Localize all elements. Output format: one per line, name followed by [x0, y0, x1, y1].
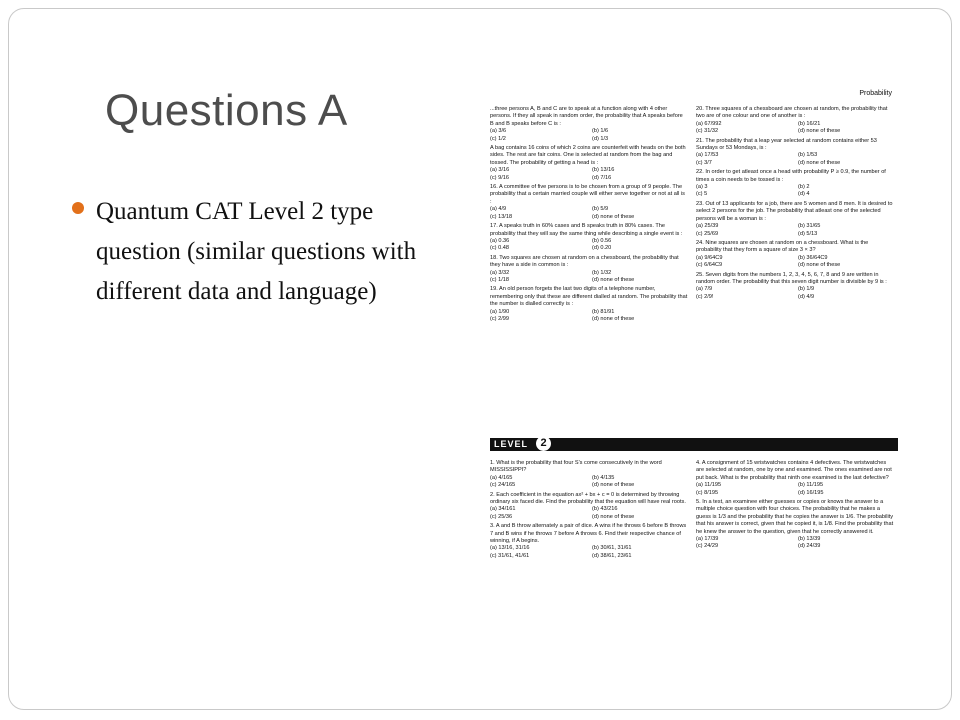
question-item	[696, 240, 894, 270]
option: (a) 34/161	[490, 506, 516, 513]
question-item	[490, 184, 688, 221]
option: (d) 16/195	[798, 489, 824, 496]
option: (a) 17/39	[696, 536, 719, 543]
option: (d) none of these	[592, 513, 635, 520]
level-banner	[490, 438, 898, 451]
question-item	[696, 201, 894, 238]
option: (c) 24/165	[490, 482, 516, 489]
option: (a) 67/992	[696, 120, 722, 127]
option: (c) 5	[696, 191, 708, 198]
question-text: 23. Out of 13 applicants for a job, there are 5 women and 8 men. It is desired to select 2 persons for the job. The probability that atleast one of the selected persons will be a woman is :	[696, 200, 893, 222]
level-label: LEVEL	[494, 439, 529, 449]
question-text: 21. The probability that a leap year selected at random contains either 53 Sundays or 53 Mondays, is :	[696, 137, 877, 152]
option: (d) 1/3	[592, 135, 609, 142]
question-text: 18. Two squares are chosen at random on a chessboard, the probability that they have a side in common is :	[490, 254, 679, 269]
option: (c) 6/64C9	[696, 262, 723, 269]
level-number-badge: 2	[536, 436, 551, 451]
question-item	[490, 145, 688, 182]
question-item	[696, 499, 894, 551]
question-item	[490, 523, 688, 560]
option: (a) 1/90	[490, 308, 510, 315]
question-text: 2. Each coefficient in the equation ax² + bx + c = 0 is determined by throwing ordinary six faced die. Find the probability that the equation will have real roots.	[490, 491, 686, 506]
option: (a) 17/53	[696, 152, 719, 159]
option: (b) 43/216	[592, 506, 618, 513]
option: (d) none of these	[592, 315, 635, 322]
question-text: 4. A consignment of 15 wristwatches contains 4 defectives. The wristwatches are selected at random, one by one and examined. The ones examined are not put back. What is the probability that ninth one examined is the last defective?	[696, 460, 892, 481]
page-header: Probability	[859, 90, 892, 97]
bullet-dot-icon	[72, 202, 84, 214]
question-text: 24. Nine squares are chosen at random on a chessboard. What is the probability that they form a square of size 3 × 3?	[696, 239, 869, 254]
option: (b) 1/9	[798, 286, 815, 293]
question-item	[696, 460, 894, 497]
option: (c) 0.48	[490, 245, 509, 252]
question-text: 22. In order to get atleast once a head with probability P ≥ 0.9, the number of times a coin needs to be tossed is :	[696, 169, 886, 183]
question-item	[696, 138, 894, 168]
option: (c) 1/18	[490, 276, 509, 283]
option: (a) 3/32	[490, 269, 510, 276]
option: (c) 8/195	[696, 489, 719, 496]
option: (b) 13/39	[798, 536, 821, 543]
question-item	[490, 286, 688, 323]
option: (d) none of these	[798, 159, 841, 166]
option: (d) 5/13	[798, 230, 818, 237]
option: (b) 16/21	[798, 120, 821, 127]
option: (d) 24/39	[798, 543, 821, 550]
question-item	[490, 492, 688, 522]
option: (b) 30/61, 31/61	[592, 545, 632, 552]
option: (b) 1/32	[592, 269, 612, 276]
option: (b) 1/6	[592, 128, 609, 135]
option: (b) 2	[798, 184, 810, 191]
slide-title: Questions A	[105, 86, 348, 135]
column-top-left	[490, 106, 688, 325]
question-text: 1. What is the probability that four S's come consecutively in the word MISSISSIPPI?	[490, 460, 662, 474]
option: (a) 4/165	[490, 474, 513, 481]
question-text: 17. A speaks truth in 60% cases and B speaks truth in 80% cases. The probability that they will say the same thing while describing a single event is :	[490, 223, 683, 237]
option: (b) 13/16	[592, 167, 615, 174]
option: (b) 1/53	[798, 152, 818, 159]
question-item	[490, 460, 688, 490]
bullet-item	[72, 192, 452, 312]
question-text: 5. In a test, an examinee either guesses or copies or knows the answer to a multiple choice question with four choices. The probability that he makes a guess is 1/3 and the probability that he copies the answer is 1/6. The probability that his answer is correct, given that he copied it, is 1/8. Find the probability that he knew the answer to the question, given that he correctly answered it.	[696, 499, 894, 535]
option: (d) none of these	[592, 482, 635, 489]
question-item	[490, 223, 688, 253]
option: (a) 4/9	[490, 206, 507, 213]
question-text: 20. Three squares of a chessboard are chosen at random, the probability that two are of one colour and one of another is :	[696, 106, 888, 120]
option: (b) 36/64C9	[798, 254, 828, 261]
question-text: 19. An old person forgets the last two digits of a telephone number, remembering only that these are different dialled at random. The probability that the number is dialled correctly is :	[490, 286, 688, 308]
question-text: 3. A and B throw alternately a pair of dice. A wins if he throws 6 before B throws 7 and B wins if he throws 7 before A throws 6. Find their respective chance of winning, if A begins.	[490, 523, 687, 545]
option: (b) 81/91	[592, 308, 615, 315]
question-text: A bag contains 16 coins of which 2 coins are counterfeit with heads on the both sides. The rest are fair coins. One is selected at random from the bag and tossed. The probability of getting a head is :	[490, 145, 686, 166]
option: (d) none of these	[798, 262, 841, 269]
option: (d) 4/9	[798, 293, 815, 300]
textbook-page-image	[482, 80, 898, 642]
option: (c) 3/7	[696, 159, 712, 166]
option: (a) 3/6	[490, 128, 507, 135]
column-bottom-right	[696, 460, 894, 553]
option: (d) 7/16	[592, 174, 612, 181]
question-item	[490, 255, 688, 285]
option: (c) 25/69	[696, 230, 719, 237]
option: (a) 13/16, 31/16	[490, 545, 530, 552]
option: (d) none of these	[592, 213, 635, 220]
option: (c) 2/99	[490, 315, 509, 322]
option: (d) none of these	[592, 276, 635, 283]
option: (c) 9/16	[490, 174, 509, 181]
option: (a) 9/64C9	[696, 254, 723, 261]
option: (c) 24/29	[696, 543, 719, 550]
question-item	[696, 106, 894, 136]
option: (c) 13/18	[490, 213, 513, 220]
option: (d) 4	[798, 191, 810, 198]
question-text: ...three persons A, B and C are to speak at a function along with 4 other persons. If they all speak in random order, the probability that A speaks before B and B speaks before C is :	[490, 106, 683, 127]
question-item	[490, 106, 688, 143]
question-text: 25. Seven digits from the numbers 1, 2, 3, 4, 5, 6, 7, 8 and 9 are written in random order. The probability that this seven digit number is divisible by 9 is :	[696, 271, 887, 285]
option: (a) 0.36	[490, 237, 510, 244]
option: (a) 7/9	[696, 286, 713, 293]
option: (c) 25/36	[490, 513, 513, 520]
option: (d) 38/61, 23/61	[592, 552, 632, 559]
option: (b) 0.56	[592, 237, 612, 244]
option: (b) 5/9	[592, 206, 609, 213]
option: (b) 11/195	[798, 482, 824, 489]
bullet-text: Quantum CAT Level 2 type question (similar questions with different data and language)	[96, 198, 417, 305]
option: (a) 11/195	[696, 482, 722, 489]
column-top-right	[696, 106, 894, 303]
question-item	[696, 272, 894, 302]
option: (a) 3	[696, 184, 708, 191]
option: (c) 2/9!	[696, 293, 714, 300]
column-bottom-left	[490, 460, 688, 562]
option: (d) 0.20	[592, 245, 612, 252]
question-item	[696, 169, 894, 199]
option: (d) none of these	[798, 128, 841, 135]
option: (c) 31/61, 41/61	[490, 552, 530, 559]
option: (b) 4/135	[592, 474, 615, 481]
option: (b) 31/65	[798, 223, 821, 230]
question-text: 16. A committee of five persons is to be chosen from a group of 9 people. The probability that a certain married couple will either serve together or not at all is :	[490, 184, 685, 205]
option: (c) 1/2	[490, 135, 506, 142]
option: (a) 25/39	[696, 223, 719, 230]
option: (c) 31/32	[696, 128, 719, 135]
option: (a) 3/16	[490, 167, 510, 174]
